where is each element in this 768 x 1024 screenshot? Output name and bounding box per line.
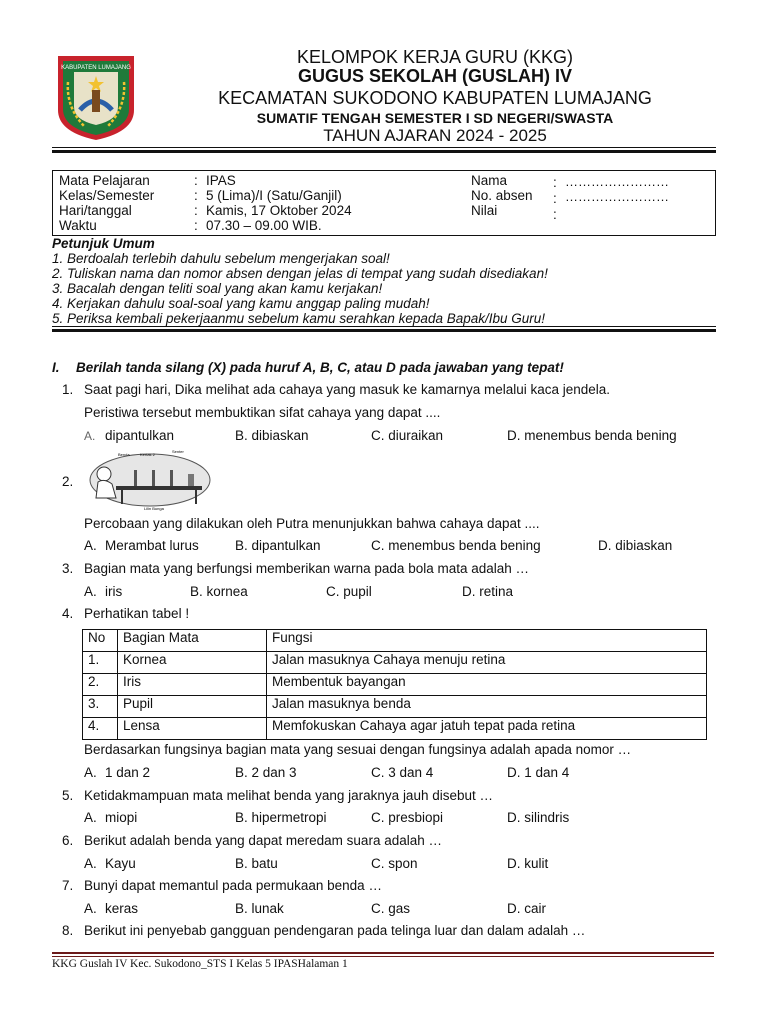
option-a[interactable]: keras	[105, 901, 139, 916]
table-row	[83, 696, 707, 718]
option-c[interactable]: C. spon	[371, 856, 418, 871]
option-c[interactable]: C. menembus benda bening	[371, 538, 541, 553]
colon: :	[194, 218, 198, 233]
footer-rule	[52, 956, 714, 957]
option-letter[interactable]: A.	[84, 584, 97, 599]
option-a[interactable]: 1 dan 2	[105, 765, 151, 780]
figure-label: Senter	[172, 449, 184, 454]
table-cell: Jalan masuknya benda	[267, 696, 707, 718]
figure-label: Benda	[118, 452, 130, 457]
option-c[interactable]: C. presbiopi	[371, 810, 444, 825]
option-d[interactable]: D. retina	[462, 584, 514, 599]
option-d[interactable]: D. cair	[507, 901, 547, 916]
option-d[interactable]: D. dibiaskan	[598, 538, 673, 553]
absen-label: No. absen	[471, 188, 533, 203]
logo-text: KABUPATEN LUMAJANG	[61, 65, 131, 71]
instruction-item: 3. Bacalah dengan teliti soal yang akan kamu kerjakan!	[52, 281, 383, 296]
section-number: I.	[52, 360, 60, 375]
header-line-5: TAHUN AJARAN 2024 - 2025	[323, 126, 547, 145]
subject-label: Mata Pelajaran	[59, 173, 150, 188]
header-line-1: KELOMPOK KERJA GURU (KKG)	[296, 47, 574, 67]
option-c[interactable]: C. diuraikan	[371, 428, 444, 443]
option-c[interactable]: C. pupil	[326, 584, 372, 599]
table-cell: 2.	[83, 674, 118, 696]
colon: :	[553, 175, 557, 190]
table-cell: Jalan masuknya Cahaya menuju retina	[267, 652, 707, 674]
absen-field[interactable]: ……………………	[565, 189, 669, 204]
table-cell: 4.	[83, 718, 118, 740]
section-rule-thin	[52, 326, 716, 327]
option-letter[interactable]: A.	[84, 856, 97, 871]
option-b[interactable]: B. lunak	[235, 901, 284, 916]
date-value: Kamis, 17 Oktober 2024	[206, 203, 352, 218]
option-letter[interactable]: A.	[84, 429, 96, 443]
option-a[interactable]: Kayu	[105, 856, 136, 871]
question-text: Ketidakmampuan mata melihat benda yang jaraknya jauh disebut …	[84, 788, 493, 803]
option-c[interactable]: C. 3 dan 4	[371, 765, 434, 780]
colon: :	[553, 191, 557, 206]
date-label: Hari/tanggal	[59, 203, 132, 218]
regency-logo	[54, 52, 138, 142]
time-label: Waktu	[59, 218, 97, 233]
nilai-label: Nilai	[471, 203, 498, 218]
eye-parts-table	[82, 629, 707, 740]
subject-value: IPAS	[206, 173, 236, 188]
section-rule-thick	[52, 329, 716, 332]
question-text: Berdasarkan fungsinya bagian mata yang sesuai dengan fungsinya adalah apada nomor …	[84, 742, 632, 757]
option-a[interactable]: miopi	[105, 810, 138, 825]
colon: :	[194, 188, 198, 203]
instruction-item: 5. Periksa kembali pekerjaanmu sebelum kamu serahkan kepada Bapak/Ibu Guru!	[52, 311, 546, 326]
colon: :	[553, 207, 557, 222]
header-line-3: KECAMATAN SUKODONO KABUPATEN LUMAJANG	[218, 88, 652, 108]
question-text: Berikut adalah benda yang dapat meredam suara adalah …	[84, 833, 442, 848]
option-letter[interactable]: A.	[84, 810, 97, 825]
option-a[interactable]: iris	[105, 584, 123, 599]
header-line-2: GUGUS SEKOLAH (GUSLAH) IV	[297, 66, 572, 86]
option-b[interactable]: B. dipantulkan	[235, 538, 321, 553]
table-row	[83, 674, 707, 696]
instruction-item: 1. Berdoalah terlebih dahulu sebelum mengerjakan soal!	[52, 251, 390, 266]
header-line-4: SUMATIF TENGAH SEMESTER I SD NEGERI/SWASTA	[256, 110, 614, 126]
table-cell: Membentuk bayangan	[267, 674, 707, 696]
question-text: Bagian mata yang berfungsi memberikan warna pada bola mata adalah …	[84, 561, 530, 576]
option-d[interactable]: D. 1 dan 4	[507, 765, 570, 780]
table-header: Bagian Mata	[118, 630, 267, 652]
table-cell: Lensa	[118, 718, 267, 740]
option-letter[interactable]: A.	[84, 765, 97, 780]
table-cell: 3.	[83, 696, 118, 718]
option-a[interactable]: dipantulkan	[105, 428, 175, 443]
table-row	[83, 718, 707, 740]
name-field[interactable]: ……………………	[565, 174, 669, 189]
table-cell: Kornea	[118, 652, 267, 674]
question-text: Peristiwa tersebut membuktikan sifat cahaya yang dapat ....	[84, 405, 441, 420]
question-text: Bunyi dapat memantul pada permukaan benda …	[84, 878, 382, 893]
table-header: No	[83, 630, 118, 652]
option-b[interactable]: B. hipermetropi	[235, 810, 327, 825]
time-value: 07.30 – 09.00 WIB.	[206, 218, 322, 233]
option-letter[interactable]: A.	[84, 538, 97, 553]
colon: :	[194, 173, 198, 188]
colon: :	[194, 203, 198, 218]
question-text: Perhatikan tabel !	[84, 606, 190, 621]
instruction-item: 2. Tuliskan nama dan nomor absen dengan jelas di tempat yang sudah disediakan!	[52, 266, 548, 281]
figure-label: Kertas 2	[140, 452, 155, 457]
class-label: Kelas/Semester	[59, 188, 155, 203]
option-c[interactable]: C. gas	[371, 901, 411, 916]
page-footer: KKG Guslah IV Kec. Sukodono_STS I Kelas 5 IPASHalaman 1	[52, 958, 348, 970]
question-number: 5.	[62, 788, 74, 803]
class-value: 5 (Lima)/I (Satu/Ganjil)	[206, 188, 342, 203]
table-header: Fungsi	[267, 630, 707, 652]
question-text: Berikut ini penyebab gangguan pendengaran pada telinga luar dan dalam adalah …	[84, 923, 586, 938]
question-number: 3.	[62, 561, 74, 576]
question-number: 4.	[62, 606, 74, 621]
name-label: Nama	[471, 173, 508, 188]
question-number: 2.	[62, 474, 74, 489]
question-number: 8.	[62, 923, 74, 938]
footer-rule	[52, 952, 714, 954]
question-number: 7.	[62, 878, 74, 893]
option-d[interactable]: D. kulit	[507, 856, 549, 871]
question-number: 1.	[62, 382, 74, 397]
table-cell: Memfokuskan Cahaya agar jatuh tepat pada retina	[267, 718, 707, 740]
section-title: Berilah tanda silang (X) pada huruf A, B, C, atau D pada jawaban yang tepat!	[76, 360, 564, 375]
table-cell: Pupil	[118, 696, 267, 718]
header-rule-thick	[52, 150, 716, 153]
option-d[interactable]: D. menembus benda bening	[507, 428, 677, 443]
option-b[interactable]: B. kornea	[190, 584, 248, 599]
option-d[interactable]: D. silindris	[507, 810, 570, 825]
question-text: Saat pagi hari, Dika melihat ada cahaya yang masuk ke kamarnya melalui kaca jendela.	[84, 382, 611, 397]
header-rule-thin	[52, 147, 716, 148]
instructions-title: Petunjuk Umum	[52, 236, 155, 251]
table-row	[83, 652, 707, 674]
table-cell: Iris	[118, 674, 267, 696]
option-letter[interactable]: A.	[84, 901, 97, 916]
figure-label: Lilin Bunga	[144, 506, 164, 511]
instruction-item: 4. Kerjakan dahulu soal-soal yang kamu anggap paling mudah!	[52, 296, 430, 311]
question-number: 6.	[62, 833, 74, 848]
option-b[interactable]: B. 2 dan 3	[235, 765, 297, 780]
table-cell: 1.	[83, 652, 118, 674]
experiment-figure	[86, 448, 212, 512]
student-info-box	[52, 170, 716, 236]
option-b[interactable]: B. dibiaskan	[235, 428, 309, 443]
option-b[interactable]: B. batu	[235, 856, 278, 871]
option-a[interactable]: Merambat lurus	[105, 538, 199, 553]
table-header-row	[83, 630, 707, 652]
question-text: Percobaan yang dilakukan oleh Putra menunjukkan bahwa cahaya dapat ....	[84, 516, 540, 531]
